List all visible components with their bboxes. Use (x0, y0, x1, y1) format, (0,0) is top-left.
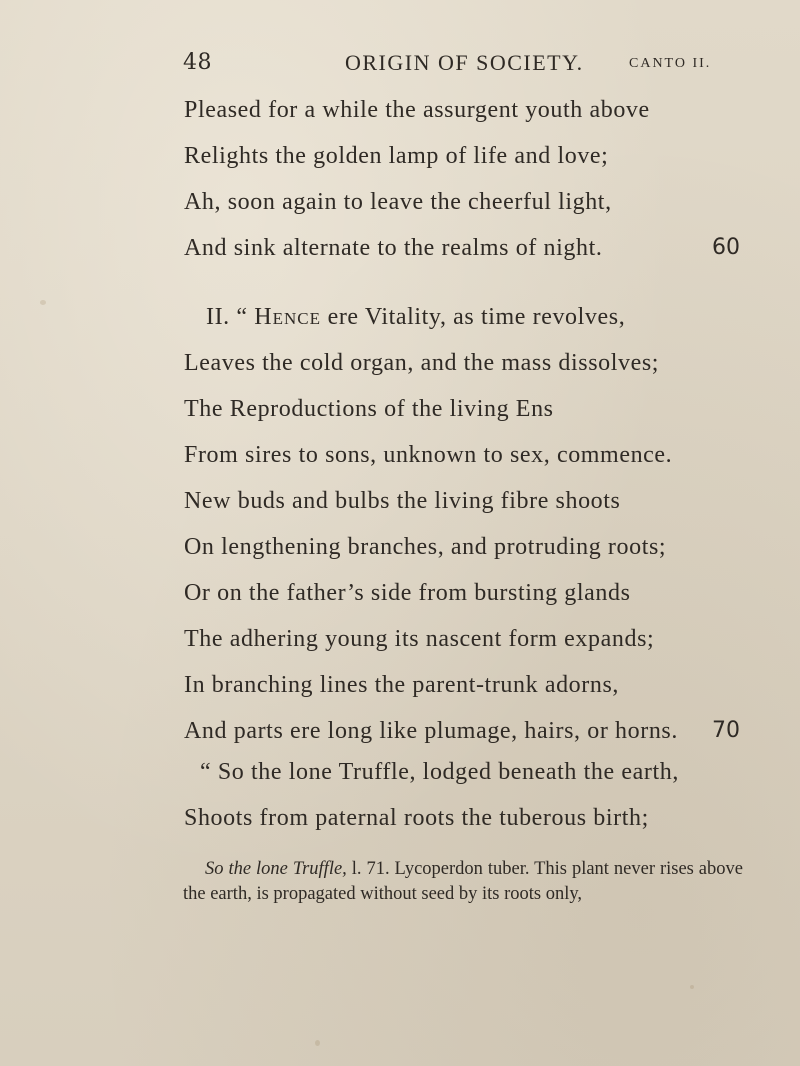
footnote (183, 857, 743, 907)
verse-line: New buds and bulbs the living fibre shoots (184, 488, 621, 514)
page-number: 48 (183, 50, 212, 75)
verse-line (184, 719, 744, 743)
smallcaps-word: Hence (254, 304, 321, 330)
paper-stain (315, 1040, 320, 1046)
section-numeral: II. “ (206, 304, 255, 330)
running-title: ORIGIN OF SOCIETY. (345, 50, 584, 75)
verse-line-text: ere Vitality, as time revolves, (320, 304, 626, 330)
verse-line: “ So the lone Truffle, lodged beneath the earth, (200, 759, 679, 785)
line-number: 60 (712, 235, 740, 260)
paper-stain (690, 985, 694, 989)
verse-line: The Reproductions of the living Ens (184, 396, 554, 422)
verse-line: Shoots from paternal roots the tuberous birth; (184, 805, 649, 831)
verse-line: On lengthening branches, and protruding roots; (184, 534, 667, 560)
verse-line: Ah, soon again to leave the cheerful light, (184, 189, 612, 215)
verse-line: From sires to sons, unknown to sex, commence. (184, 442, 673, 468)
verse-line: In branching lines the parent-trunk adorns, (184, 672, 620, 698)
stanza-1 (184, 98, 744, 282)
verse-line: The adhering young its nascent form expands; (184, 626, 655, 652)
footnote-paragraph (183, 857, 743, 907)
paper-stain (40, 300, 46, 305)
verse-line (184, 236, 744, 260)
verse-line-text: And sink alternate to the realms of night. (184, 235, 603, 261)
stanza-3 (184, 760, 744, 852)
footnote-lemma: So the lone Truffle, (205, 859, 347, 879)
stanza-2 (184, 305, 744, 765)
footnote-text: l. 71. Lycoperdon tuber. This plant never rises above the earth, is propagated without seed by its roots only, (183, 859, 743, 904)
verse-line: Pleased for a while the assurgent youth above (184, 97, 650, 123)
canto-label: CANTO II. (629, 56, 712, 71)
verse-line: Leaves the cold organ, and the mass dissolves; (184, 350, 660, 376)
verse-line: Or on the father’s side from bursting glands (184, 580, 631, 606)
running-header (183, 50, 743, 82)
verse-line-text: And parts ere long like plumage, hairs, or horns. (184, 718, 678, 744)
verse-line (184, 305, 744, 329)
line-number: 70 (712, 718, 740, 743)
verse-line: Relights the golden lamp of life and love; (184, 143, 609, 169)
